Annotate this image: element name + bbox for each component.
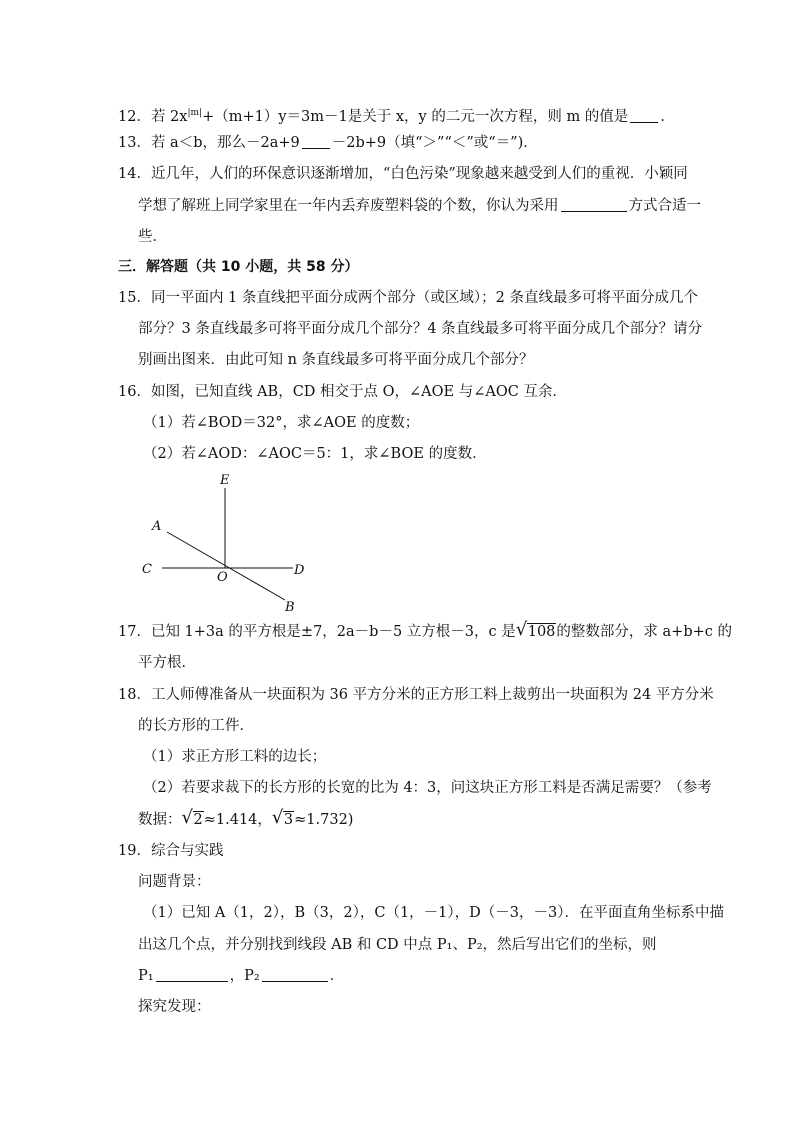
question-18-part-1: （1）求正方形工料的边长； — [143, 749, 327, 765]
question-19-part-1-line-3 — [0, 966, 794, 986]
question-number: 15． — [118, 290, 151, 306]
question-18-line-1 — [0, 685, 794, 705]
question-19-part-1-line-2: 出这几个点，并分别找到线段 AB 和 CD 中点 P₁、P₂，然后写出它们的坐标，则 — [138, 937, 657, 953]
question-17-line-1 — [0, 619, 794, 642]
question-text: 工人师傅准备从一块面积为 36 平方分米的正方形工料上裁剪出一块面积为 24 平方分米 — [150, 687, 714, 703]
question-12 — [0, 103, 794, 127]
radicand: 108 — [527, 624, 556, 640]
question-text: 若 2x — [150, 109, 188, 125]
question-text: 若 a＜b，那么－2a+9 — [150, 135, 300, 151]
question-text: 些． — [138, 229, 167, 245]
question-text: 近几年，人们的环保意识逐渐增加，“白色污染”现象越来越受到人们的重视．小颖同 — [150, 166, 688, 182]
sqrt-expression: √ 2 — [181, 807, 203, 828]
question-text: 方式合适一 — [628, 198, 701, 214]
question-text: －2b+9（填“＞”“＜”或“＝”)． — [331, 135, 538, 151]
question-number: 18． — [118, 687, 151, 703]
question-16-part-1: （1）若∠BOD＝32°，求∠AOE 的度数； — [143, 415, 420, 431]
question-text: 如图，已知直线 AB，CD 相交于点 O，∠AOE 与∠AOC 互余． — [150, 384, 567, 400]
answer-blank[interactable] — [302, 134, 330, 149]
exponent: |m| — [187, 108, 203, 118]
label-O: O — [217, 570, 228, 585]
sqrt-expression: √ 108 — [515, 619, 556, 640]
question-19-explore: 探究发现： — [138, 999, 211, 1015]
label-D: D — [294, 563, 305, 578]
geometry-figure — [130, 470, 320, 620]
question-text: ，P₂ — [229, 968, 260, 984]
question-19-line-1 — [0, 841, 794, 861]
question-19-background: 问题背景： — [138, 874, 211, 890]
answer-blank[interactable] — [561, 197, 627, 212]
question-16-line-1 — [0, 382, 794, 402]
question-14-line-1 — [0, 164, 794, 184]
question-text: 的整数部分，求 a+b+c 的 — [556, 624, 732, 640]
section-title: 三．解答题（共 10 小题，共 58 分） — [118, 259, 359, 275]
question-text: ≈1.732) — [294, 812, 354, 828]
question-number: 13． — [118, 135, 151, 151]
question-15-line-2: 部分？3 条直线最多可将平面分成几个部分？4 条直线最多可将平面分成几个部分？请分 — [138, 321, 703, 337]
question-number: 16． — [118, 384, 151, 400]
question-18-part-2-data — [0, 807, 794, 830]
question-14-line-3 — [0, 227, 794, 247]
question-text: ． — [660, 109, 675, 125]
question-text: +（m+1）y＝3m－1是关于 x，y 的二元一次方程，则 m 的值是 — [202, 109, 629, 125]
question-13 — [0, 133, 794, 153]
question-18-part-2: （2）若要求裁下的长方形的长宽的比为 4：3，问这块正方形工料是否满足需要？（参考 — [143, 780, 712, 796]
question-number: 19． — [118, 843, 151, 859]
label-E: E — [220, 473, 230, 488]
question-18-line-2: 的长方形的工件． — [138, 718, 254, 734]
answer-blank-p1[interactable] — [156, 967, 228, 982]
line-AB — [167, 532, 285, 600]
question-text: 同一平面内 1 条直线把平面分成两个部分（或区域）；2 条直线最多可将平面分成几个 — [150, 290, 698, 306]
question-text: 数据： — [138, 812, 182, 828]
question-text: ≈1.414， — [203, 812, 272, 828]
sqrt-expression: √ 3 — [271, 807, 294, 828]
question-number: 12． — [118, 109, 151, 125]
question-number: 17． — [118, 624, 151, 640]
question-16-part-2: （2）若∠AOD：∠AOC＝5：1，求∠BOE 的度数． — [143, 446, 487, 462]
question-text: P₁ — [138, 968, 154, 984]
question-14-line-2 — [0, 196, 794, 216]
question-text: 综合与实践 — [150, 843, 224, 859]
question-15-line-3: 别画出图来．由此可知 n 条直线最多可将平面分成几个部分？ — [138, 352, 534, 368]
question-number: 14． — [118, 166, 151, 182]
question-text: ． — [329, 968, 345, 984]
answer-blank[interactable] — [630, 108, 658, 123]
answer-blank-p2[interactable] — [262, 967, 328, 982]
label-A: A — [152, 519, 162, 534]
question-15-line-1 — [0, 288, 794, 308]
question-19-part-1-line-1: （1）已知 A（1，2），B（3，2），C（1，－1），D（－3，－3）．在平面直角坐标系中描 — [143, 905, 724, 921]
radicand: 2 — [193, 812, 203, 828]
label-C: C — [142, 562, 152, 577]
label-B: B — [285, 600, 295, 615]
question-text: 已知 1+3a 的平方根是±7，2a－b－5 立方根－3，c 是 — [150, 624, 516, 640]
question-text: 学想了解班上同学家里在一年内丢弃废塑料袋的个数，你认为采用 — [138, 198, 559, 214]
question-17-line-2: 平方根． — [138, 655, 196, 671]
radicand: 3 — [283, 812, 294, 828]
